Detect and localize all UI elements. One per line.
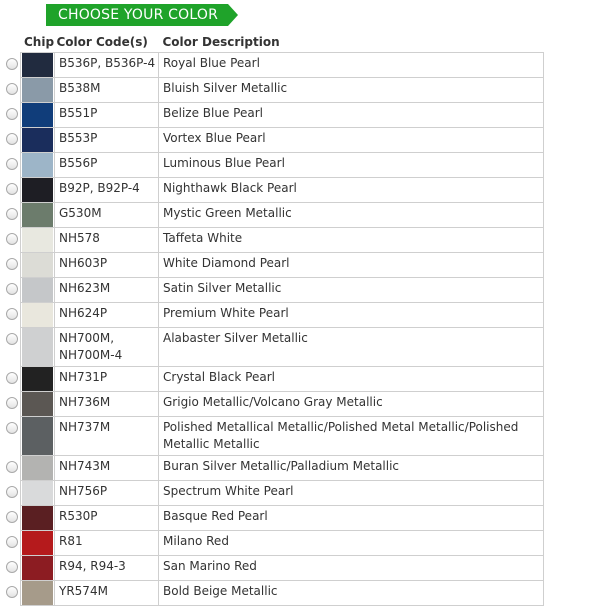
color-radio-button[interactable] [6,158,18,170]
color-description: Bold Beige Metallic [159,581,544,606]
color-radio-button[interactable] [6,283,18,295]
radio-cell [4,456,21,481]
color-description: Spectrum White Pearl [159,481,544,506]
color-radio-button[interactable] [6,561,18,573]
color-code: B538M [55,78,159,103]
color-row[interactable] [4,278,544,303]
radio-cell [4,556,21,581]
color-row[interactable] [4,253,544,278]
chip-cell [21,153,55,178]
color-row[interactable] [4,367,544,392]
chip-cell [21,417,55,456]
color-chip-swatch [22,581,53,605]
color-row[interactable] [4,581,544,606]
color-code: G530M [55,203,159,228]
color-row[interactable] [4,392,544,417]
color-radio-button[interactable] [6,486,18,498]
color-chip-swatch [22,506,53,530]
radio-cell [4,328,21,367]
color-table [4,32,544,606]
color-radio-button[interactable] [6,372,18,384]
color-code: NH624P [55,303,159,328]
color-row[interactable] [4,328,544,367]
color-row[interactable] [4,128,544,153]
color-code: B553P [55,128,159,153]
chip-cell [21,367,55,392]
chip-cell [21,253,55,278]
color-row[interactable] [4,417,544,456]
color-chip-swatch [22,456,53,480]
color-chip-swatch [22,392,53,416]
color-radio-button[interactable] [6,511,18,523]
color-chip-swatch [22,128,53,152]
color-description: Mystic Green Metallic [159,203,544,228]
color-code: NH603P [55,253,159,278]
color-row[interactable] [4,531,544,556]
chip-cell [21,53,55,78]
chip-cell [21,581,55,606]
color-row[interactable] [4,506,544,531]
color-description: White Diamond Pearl [159,253,544,278]
chip-cell [21,392,55,417]
color-row[interactable] [4,153,544,178]
radio-cell [4,103,21,128]
color-chip-swatch [22,103,53,127]
radio-cell [4,581,21,606]
radio-cell [4,203,21,228]
header-color-description: Color Description [162,35,280,49]
color-chip-swatch [22,203,53,227]
chip-cell [21,278,55,303]
radio-cell [4,278,21,303]
color-code: NH736M [55,392,159,417]
color-code: R81 [55,531,159,556]
color-chip-swatch [22,556,53,580]
color-radio-button[interactable] [6,461,18,473]
color-chip-swatch [22,53,53,77]
color-description: Milano Red [159,531,544,556]
color-chip-swatch [22,367,53,391]
color-description: Grigio Metallic/Volcano Gray Metallic [159,392,544,417]
color-row[interactable] [4,556,544,581]
color-description: Taffeta White [159,228,544,253]
color-description: Alabaster Silver Metallic [159,328,544,367]
color-radio-button[interactable] [6,183,18,195]
chip-cell [21,103,55,128]
color-code: NH737M [55,417,159,456]
radio-cell [4,481,21,506]
color-chip-swatch [22,153,53,177]
chip-cell [21,303,55,328]
color-description: Belize Blue Pearl [159,103,544,128]
radio-cell [4,253,21,278]
radio-cell [4,178,21,203]
chip-cell [21,128,55,153]
color-radio-button[interactable] [6,422,18,434]
radio-cell [4,128,21,153]
color-code: R94, R94-3 [55,556,159,581]
radio-cell [4,417,21,456]
table-header-row [4,32,544,53]
color-rows [4,53,544,606]
color-description: Luminous Blue Pearl [159,153,544,178]
radio-cell [4,153,21,178]
color-code: NH756P [55,481,159,506]
color-radio-button[interactable] [6,108,18,120]
color-code: B551P [55,103,159,128]
color-description: Crystal Black Pearl [159,367,544,392]
color-code: B556P [55,153,159,178]
color-chip-swatch [22,178,53,202]
color-chip-swatch [22,531,53,555]
color-radio-button[interactable] [6,258,18,270]
color-description: Royal Blue Pearl [159,53,544,78]
color-row[interactable] [4,228,544,253]
radio-cell [4,78,21,103]
header-color-code: Color Code(s) [56,35,148,49]
color-code: R530P [55,506,159,531]
color-row[interactable] [4,178,544,203]
header-chip: Chip [24,35,55,49]
color-code: B92P, B92P-4 [55,178,159,203]
color-description: Polished Metallical Metallic/Polished Metal Metallic/Polished Metallic Metallic [159,417,544,456]
color-radio-button[interactable] [6,233,18,245]
color-code: NH743M [55,456,159,481]
color-radio-button[interactable] [6,586,18,598]
color-row[interactable] [4,78,544,103]
color-radio-button[interactable] [6,397,18,409]
chip-cell [21,178,55,203]
color-code: NH731P [55,367,159,392]
color-chip-swatch [22,303,53,327]
color-description: Basque Red Pearl [159,506,544,531]
color-code: B536P, B536P-4 [55,53,159,78]
chip-cell [21,228,55,253]
color-code: YR574M [55,581,159,606]
radio-cell [4,367,21,392]
chip-cell [21,328,55,367]
color-radio-button[interactable] [6,308,18,320]
color-chip-swatch [22,417,53,455]
color-chip-swatch [22,278,53,302]
chip-cell [21,506,55,531]
color-row[interactable] [4,481,544,506]
color-description: Bluish Silver Metallic [159,78,544,103]
radio-cell [4,53,21,78]
chip-cell [21,456,55,481]
color-chip-swatch [22,78,53,102]
color-radio-button[interactable] [6,208,18,220]
color-chip-swatch [22,481,53,505]
color-description: Buran Silver Metallic/Palladium Metallic [159,456,544,481]
color-row[interactable] [4,456,544,481]
choose-color-banner: CHOOSE YOUR COLOR [50,4,228,26]
color-radio-button[interactable] [6,333,18,345]
color-description: Vortex Blue Pearl [159,128,544,153]
radio-cell [4,228,21,253]
chip-cell [21,481,55,506]
color-radio-button[interactable] [6,83,18,95]
color-description: Premium White Pearl [159,303,544,328]
color-row[interactable] [4,103,544,128]
radio-cell [4,303,21,328]
color-row[interactable] [4,303,544,328]
color-row[interactable] [4,53,544,78]
radio-cell [4,531,21,556]
color-chip-swatch [22,253,53,277]
chip-cell [21,556,55,581]
color-description: Nighthawk Black Pearl [159,178,544,203]
color-description: San Marino Red [159,556,544,581]
color-row[interactable] [4,203,544,228]
chip-cell [21,203,55,228]
radio-cell [4,506,21,531]
color-description: Satin Silver Metallic [159,278,544,303]
color-code: NH578 [55,228,159,253]
color-chip-swatch [22,328,53,366]
radio-cell [4,392,21,417]
chip-cell [21,531,55,556]
color-radio-button[interactable] [6,58,18,70]
color-code: NH623M [55,278,159,303]
color-chip-swatch [22,228,53,252]
chip-cell [21,78,55,103]
color-radio-button[interactable] [6,536,18,548]
color-radio-button[interactable] [6,133,18,145]
color-code: NH700M, NH700M-4 [55,328,159,367]
